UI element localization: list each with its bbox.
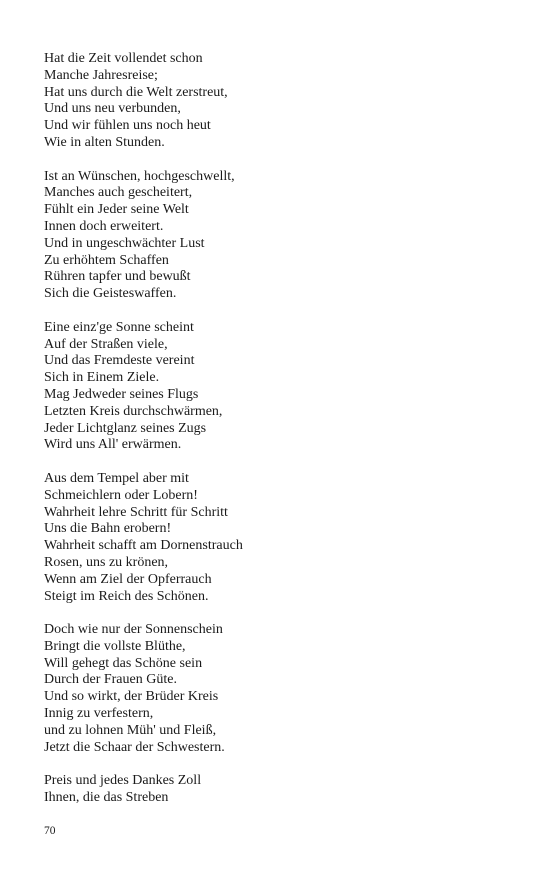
poem-line: Sich in Einem Ziele. (44, 370, 160, 386)
stanza (44, 169, 514, 303)
poem-line: Wahrheit schafft am Dornenstrauch (44, 538, 243, 554)
stanza (44, 773, 514, 807)
poem-line: Ist an Wünschen, hochgeschwellt, (44, 168, 235, 184)
poem-line: Innig zu verfestern, (44, 706, 154, 722)
poem-line: Fühlt ein Jeder seine Welt (44, 202, 189, 218)
poem-line: Wahrheit lehre Schritt für Schritt (44, 504, 228, 520)
poem-line: Wird uns All' erwärmen. (44, 437, 182, 453)
poem-line: Manche Jahresreise; (44, 67, 158, 83)
stanza (44, 622, 514, 756)
poem-line: Jetzt die Schaar der Schwestern. (44, 739, 225, 755)
poem-line: Sich die Geisteswaffen. (44, 286, 177, 302)
poem-line: Mag Jedweder seines Flugs (44, 386, 199, 402)
poem-line: Und uns neu verbunden, (44, 101, 181, 117)
poem-line: Rühren tapfer und bewußt (44, 269, 191, 285)
stanza (44, 471, 514, 605)
poem-line: Zu erhöhtem Schaffen (44, 252, 169, 268)
poem-line: Doch wie nur der Sonnenschein (44, 622, 223, 638)
poem-line: Manches auch gescheitert, (44, 185, 193, 201)
stanza (44, 320, 514, 454)
poem-line: Preis und jedes Dankes Zoll (44, 773, 202, 789)
poem-line: Rosen, uns zu krönen, (44, 554, 169, 570)
poem-line: Und in ungeschwächter Lust (44, 235, 205, 251)
poem-line: Und das Fremdeste vereint (44, 353, 195, 369)
stanza (44, 51, 514, 152)
poem-line: Und so wirkt, der Brüder Kreis (44, 689, 219, 705)
page-number: 70 (44, 825, 56, 837)
poem-line: Jeder Lichtglanz seines Zugs (44, 420, 207, 436)
poem-line: Will gehegt das Schöne sein (44, 655, 203, 671)
poem-line: Steigt im Reich des Schönen. (44, 588, 209, 604)
poem-line: Letzten Kreis durchschwärmen, (44, 403, 223, 419)
poem-line: Wenn am Ziel der Opferrauch (44, 571, 212, 587)
poem-line: Wie in alten Stunden. (44, 134, 165, 150)
poem-line: Eine einz'ge Sonne scheint (44, 319, 194, 335)
poem-line: Innen doch erweitert. (44, 218, 164, 234)
poem-line: Bringt die vollste Blüthe, (44, 638, 186, 654)
poem-line: Auf der Straßen viele, (44, 336, 168, 352)
poem-line: Ihnen, die das Streben (44, 790, 169, 806)
poem (44, 51, 514, 824)
poem-line: Schmeichlern oder Lobern! (44, 487, 198, 503)
poem-line: und zu lohnen Müh' und Fleiß, (44, 722, 217, 738)
poem-line: Hat uns durch die Welt zerstreut, (44, 84, 228, 100)
poem-line: Hat die Zeit vollendet schon (44, 51, 203, 66)
poem-line: Aus dem Tempel aber mit (44, 470, 189, 486)
poem-line: Uns die Bahn erobern! (44, 521, 172, 537)
poem-line: Durch der Frauen Güte. (44, 672, 177, 688)
poem-line: Und wir fühlen uns noch heut (44, 118, 211, 134)
